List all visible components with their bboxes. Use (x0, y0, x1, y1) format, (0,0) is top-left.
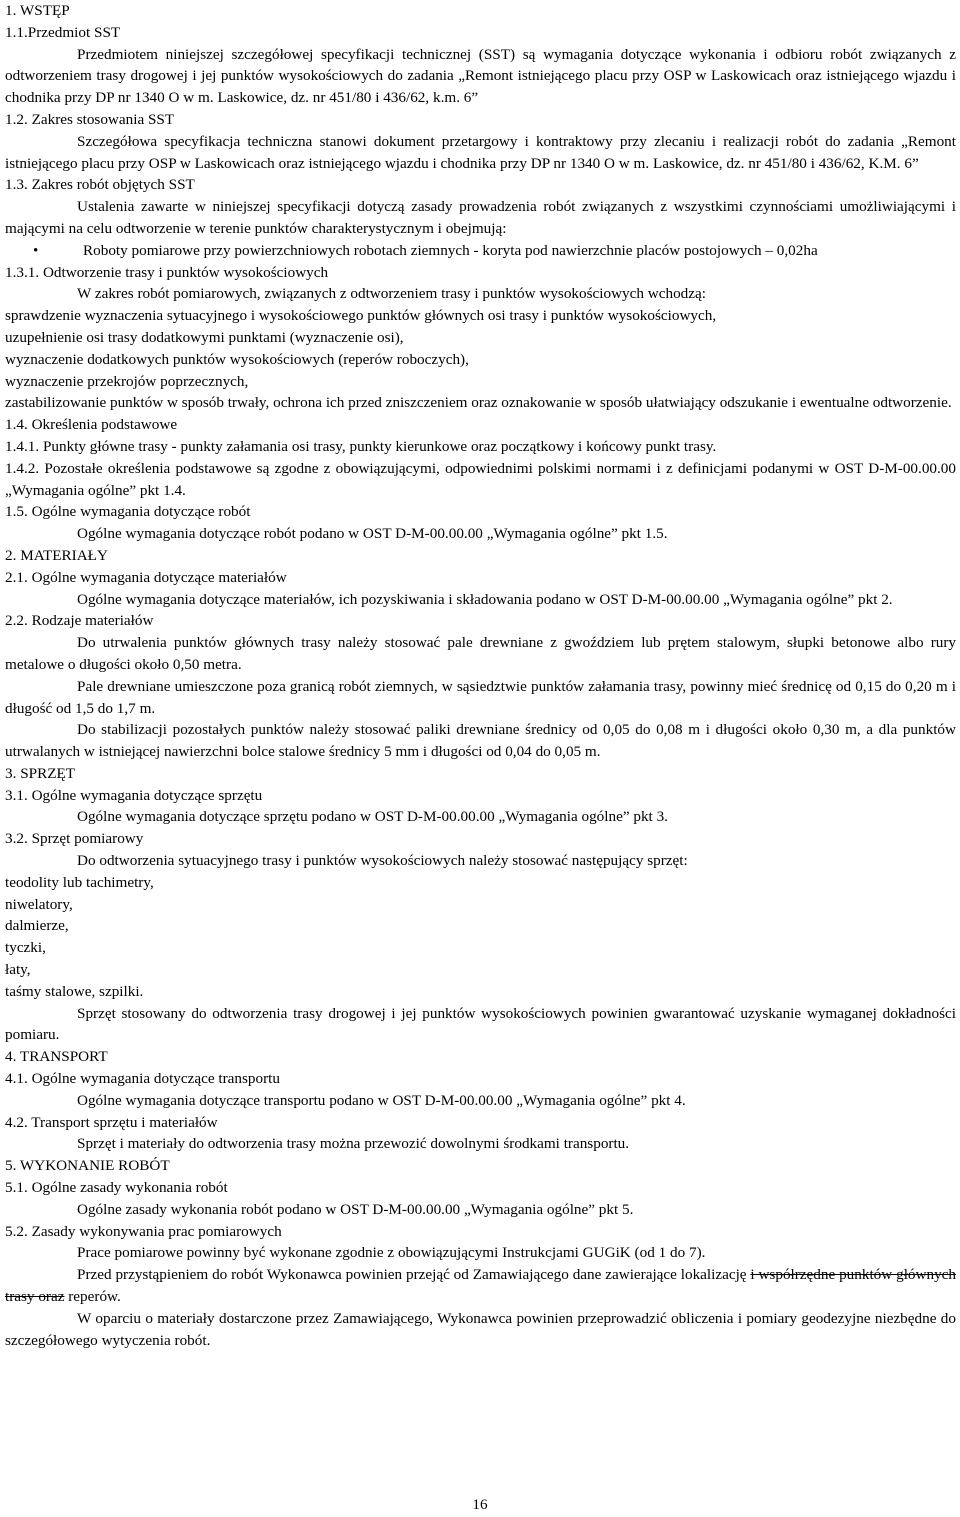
subsection-heading-1-3-1: 1.3.1. Odtworzenie trasy i punktów wysokościowych (5, 263, 329, 281)
paragraph-5-2b (5, 1264, 956, 1308)
subsection-heading-2-1: 2.1. Ogólne wymagania dotyczące materiałów (5, 568, 287, 586)
paragraph-3-2b: Sprzęt stosowany do odtworzenia trasy drogowej i jej punktów wysokościowych powinien gwarantować uzyskanie wymaganej dokładności pomiaru. (5, 1004, 956, 1044)
list-line: wyznaczenie przekrojów poprzecznych, (5, 372, 249, 390)
paragraph-1-3: Ustalenia zawarte w niniejszej specyfikacji dotyczą zasady prowadzenia robót związanych z wszystkimi czynnościami umożliwiającymi i mającymi na celu odtworzenie w terenie punktów charakterystycznym i obejmują: (5, 198, 956, 237)
paragraph-2-2c: Do stabilizacji pozostałych punktów należy stosować paliki drewniane średnicy od 0,05 do 0,08 m i długości około 0,30 m, a dla punktów utrwalanych w istniejącej nawierzchni bolce stalowe średnicy 5 mm i długości od 0,04 do 0,05 m. (5, 721, 956, 761)
paragraph-4-2: Sprzęt i materiały do odtworzenia trasy można przewozić dowolnymi środkami transportu. (77, 1135, 630, 1153)
paragraph-5-2b-text: Przed przystąpieniem do robót Wykonawca powinien przejąć od Zamawiającego dane zawierające lokalizację (77, 1266, 751, 1284)
bullet-item (5, 240, 956, 262)
page-number: 16 (472, 1496, 488, 1513)
subsection-heading-3-2: 3.2. Sprzęt pomiarowy (5, 830, 144, 848)
paragraph-5-1: Ogólne zasady wykonania robót podano w OST D-M-00.00.00 „Wymagania ogólne” pkt 5. (77, 1200, 634, 1218)
paragraph-1-1: Przedmiotem niniejszej szczegółowej specyfikacji technicznej (SST) są wymagania dotyczące wykonania i odbioru robót związanych z odtworzeniem trasy drogowej i jej punktów wysokościowych do zadania „Remont istniejącego placu przy OSP w Laskowicach oraz istniejącego wjazdu i chodnika przy DP nr 1340 O w m. Laskowice, dz. nr 451/80 i 436/62, k.m. 6” (5, 45, 956, 107)
subsection-heading-1-4: 1.4. Określenia podstawowe (5, 416, 178, 434)
paragraph-5-2c: W oparciu o materiały dostarczone przez Zamawiającego, Wykonawca powinien przeprowadzić obliczenia i pomiary geodezyjne niezbędne do szczegółowego wytyczenia robót. (5, 1309, 956, 1349)
equipment-item: niwelatory, (5, 895, 73, 913)
subsection-heading-3-1: 3.1. Ogólne wymagania dotyczące sprzętu (5, 786, 263, 804)
paragraph-1-3-1: W zakres robót pomiarowych, związanych z odtworzeniem trasy i punktów wysokościowych wchodzą: (77, 285, 706, 303)
paragraph-1-2: Szczegółowa specyfikacja techniczna stanowi dokument przetargowy i kontraktowy przy zlecaniu i realizacji robót do zadania „Remont istniejącego placu przy OSP w Laskowicach oraz istniejącego wjazdu i chodnika przy DP nr 1340 O w m. Laskowice, dz. nr 451/80 i 436/62, K.M. 6” (5, 132, 956, 172)
section-heading-2: 2. MATERIAŁY (5, 546, 108, 564)
paragraph-5-2b-end: reperów. (64, 1288, 121, 1306)
subsection-heading-1-5: 1.5. Ogólne wymagania dotyczące robót (5, 503, 251, 521)
list-line: wyznaczenie dodatkowych punktów wysokościowych (reperów roboczych), (5, 350, 469, 368)
equipment-item: dalmierze, (5, 917, 69, 935)
definition-1-4-1: 1.4.1. Punkty główne trasy - punkty załamania osi trasy, punkty kierunkowe oraz początkowy i końcowy punkt trasy. (5, 437, 717, 455)
equipment-item: taśmy stalowe, szpilki. (5, 982, 144, 1000)
list-line: sprawdzenie wyznaczenia sytuacyjnego i wysokościowego punktów głównych osi trasy i punktów wysokościowych, (5, 307, 717, 325)
section-heading-5: 5. WYKONANIE ROBÓT (5, 1157, 170, 1175)
subsection-heading-1-2: 1.2. Zakres stosowania SST (5, 110, 175, 128)
section-heading-4: 4. TRANSPORT (5, 1048, 108, 1066)
paragraph-3-2: Do odtworzenia sytuacyjnego trasy i punktów wysokościowych należy stosować następujący sprzęt: (77, 852, 688, 870)
list-line: uzupełnienie osi trasy dodatkowymi punktami (wyznaczenie osi), (5, 328, 404, 346)
paragraph-2-1: Ogólne wymagania dotyczące materiałów, ich pozyskiwania i składowania podano w OST D-M-00.00.00 „Wymagania ogólne” pkt 2. (77, 590, 893, 608)
paragraph-4-1: Ogólne wymagania dotyczące transportu podano w OST D-M-00.00.00 „Wymagania ogólne” pkt 4. (77, 1091, 686, 1109)
equipment-item: teodolity lub tachimetry, (5, 873, 154, 891)
bullet-text: Roboty pomiarowe przy powierzchniowych robotach ziemnych - koryta pod nawierzchnie placów postojowych – 0,02ha (83, 241, 818, 259)
paragraph-2-2a: Do utrwalenia punktów głównych trasy należy stosować pale drewniane z gwoździem lub prętem stalowym, słupki betonowe albo rury metalowe o długości około 0,50 metra. (5, 634, 956, 673)
equipment-item: łaty, (5, 961, 31, 979)
paragraph-1-5: Ogólne wymagania dotyczące robót podano w OST D-M-00.00.00 „Wymagania ogólne” pkt 1.5. (77, 525, 668, 543)
subsection-heading-1-3: 1.3. Zakres robót objętych SST (5, 176, 195, 194)
document-body (5, 0, 956, 1351)
paragraph-5-2a: Prace pomiarowe powinny być wykonane zgodnie z obowiązującymi Instrukcjami GUGiK (od 1 do 7). (77, 1244, 706, 1262)
section-heading-3: 3. SPRZĘT (5, 764, 76, 782)
paragraph-3-1: Ogólne wymagania dotyczące sprzętu podano w OST D-M-00.00.00 „Wymagania ogólne” pkt 3. (77, 808, 668, 826)
list-line: zastabilizowanie punktów w sposób trwały, ochrona ich przed zniszczeniem oraz oznakowanie w sposób ułatwiający odszukanie i ewentualne odtworzenie. (5, 394, 952, 412)
equipment-item: tyczki, (5, 939, 46, 957)
subsection-heading-4-1: 4.1. Ogólne wymagania dotyczące transportu (5, 1070, 280, 1088)
section-heading-1: 1. WSTĘP (5, 2, 70, 19)
subsection-heading-1-1: 1.1.Przedmiot SST (5, 23, 121, 41)
definition-1-4-2: 1.4.2. Pozostałe określenia podstawowe są zgodne z obowiązującymi, odpowiednimi polskimi normami i z definicjami podanymi w OST D-M-00.00.00 „Wymagania ogólne” pkt 1.4. (5, 459, 956, 499)
subsection-heading-2-2: 2.2. Rodzaje materiałów (5, 612, 154, 630)
paragraph-2-2b: Pale drewniane umieszczone poza granicą robót ziemnych, w sąsiedztwie punktów załamania trasy, powinny mieć średnicę od 0,15 do 0,20 m i długość od 1,5 do 1,7 m. (5, 677, 956, 717)
subsection-heading-4-2: 4.2. Transport sprzętu i materiałów (5, 1113, 218, 1131)
subsection-heading-5-1: 5.1. Ogólne zasady wykonania robót (5, 1179, 228, 1197)
bullet-icon: • (33, 241, 39, 259)
struck-text: i współrzędne punktów głównych trasy oraz (5, 1266, 956, 1306)
subsection-heading-5-2: 5.2. Zasady wykonywania prac pomiarowych (5, 1222, 282, 1240)
